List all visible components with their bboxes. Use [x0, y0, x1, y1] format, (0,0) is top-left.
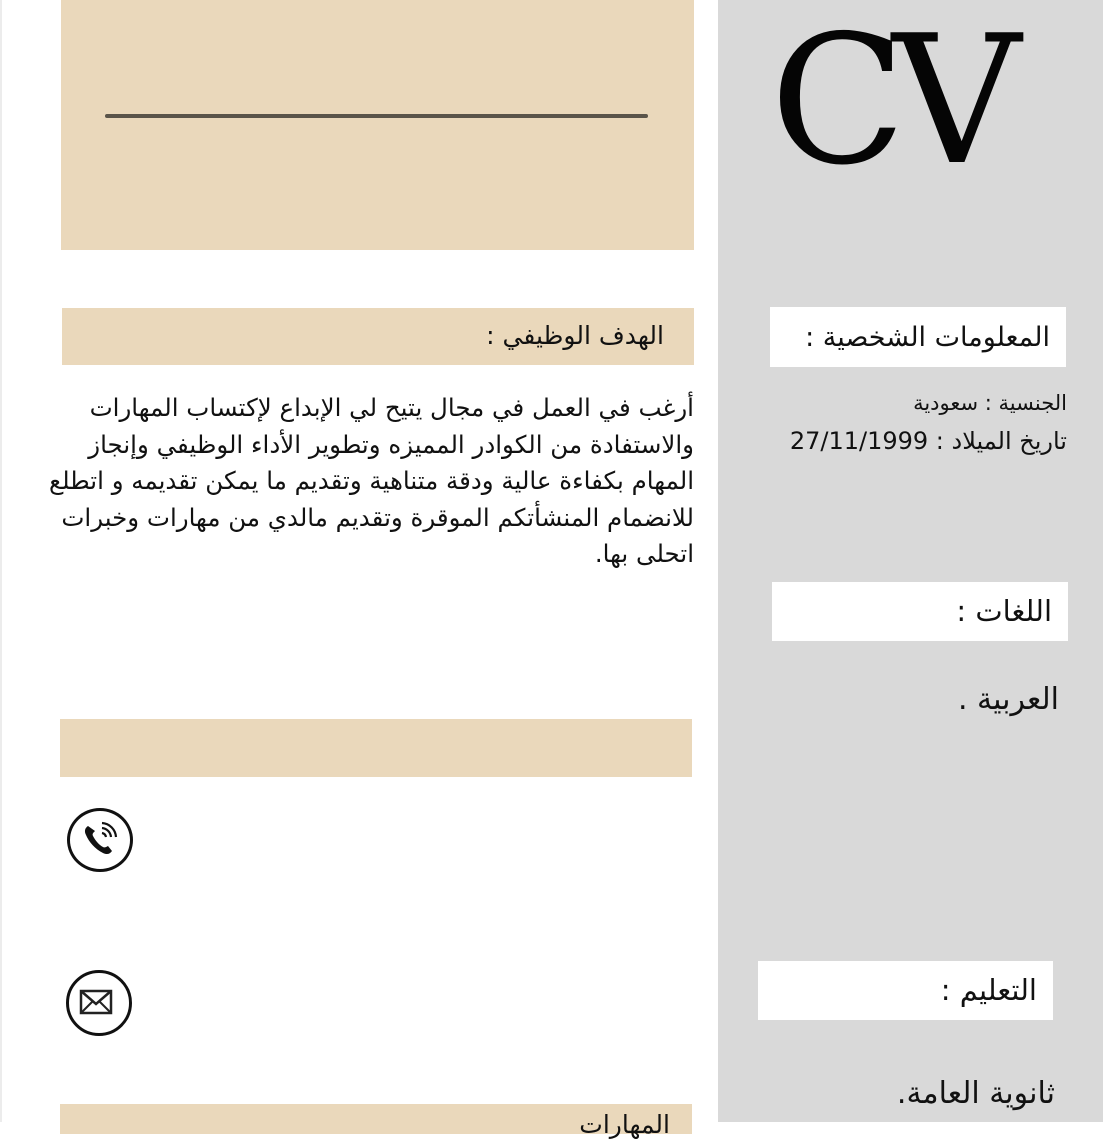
page-left-border [0, 0, 2, 1122]
skills-section-header [60, 1104, 692, 1139]
personal-info-label [770, 307, 1066, 367]
education-label-text: التعليم : [940, 973, 1037, 1007]
skills-title: المهارات [579, 1110, 670, 1139]
education-item: ثانوية العامة. [896, 1076, 1055, 1111]
nationality: الجنسية : سعودية [913, 391, 1067, 415]
name-underline [105, 114, 648, 118]
education-label [758, 961, 1053, 1020]
cv-title: CV [770, 0, 1007, 204]
email-value [150, 990, 620, 1018]
phone-glyph-icon [78, 818, 122, 862]
page-right-margin [1103, 0, 1120, 1122]
language-item: العربية . [957, 682, 1059, 717]
personal-info-label-text: المعلومات الشخصية : [805, 321, 1050, 353]
name-header-block [61, 0, 694, 250]
birthdate: تاريخ الميلاد : 27/11/1999 [789, 427, 1067, 455]
objective-title: الهدف الوظيفي : [486, 321, 664, 350]
contact-section-header [60, 719, 692, 777]
languages-label-text: اللغات : [956, 594, 1052, 628]
envelope-icon [66, 970, 132, 1036]
envelope-glyph-icon [78, 987, 120, 1019]
phone-icon [67, 808, 133, 872]
phone-value [150, 828, 620, 856]
languages-label [772, 582, 1068, 641]
sidebar [718, 0, 1103, 1122]
objective-section-header [62, 308, 694, 365]
objective-text: أرغب في العمل في مجال يتيح لي الإبداع لإكتساب المهارات والاستفادة من الكوادر المميزه وتطوير الأداء الوظيفي وإنجاز المهام بكفاءة عالية ودقة متناهية وتقديم ما يمكن تقديمه و اتطلع للانضمام المنشأتكم الموقرة وتقديم مالدي من مهارات وخبرات اتحلى بها. [49, 393, 694, 568]
